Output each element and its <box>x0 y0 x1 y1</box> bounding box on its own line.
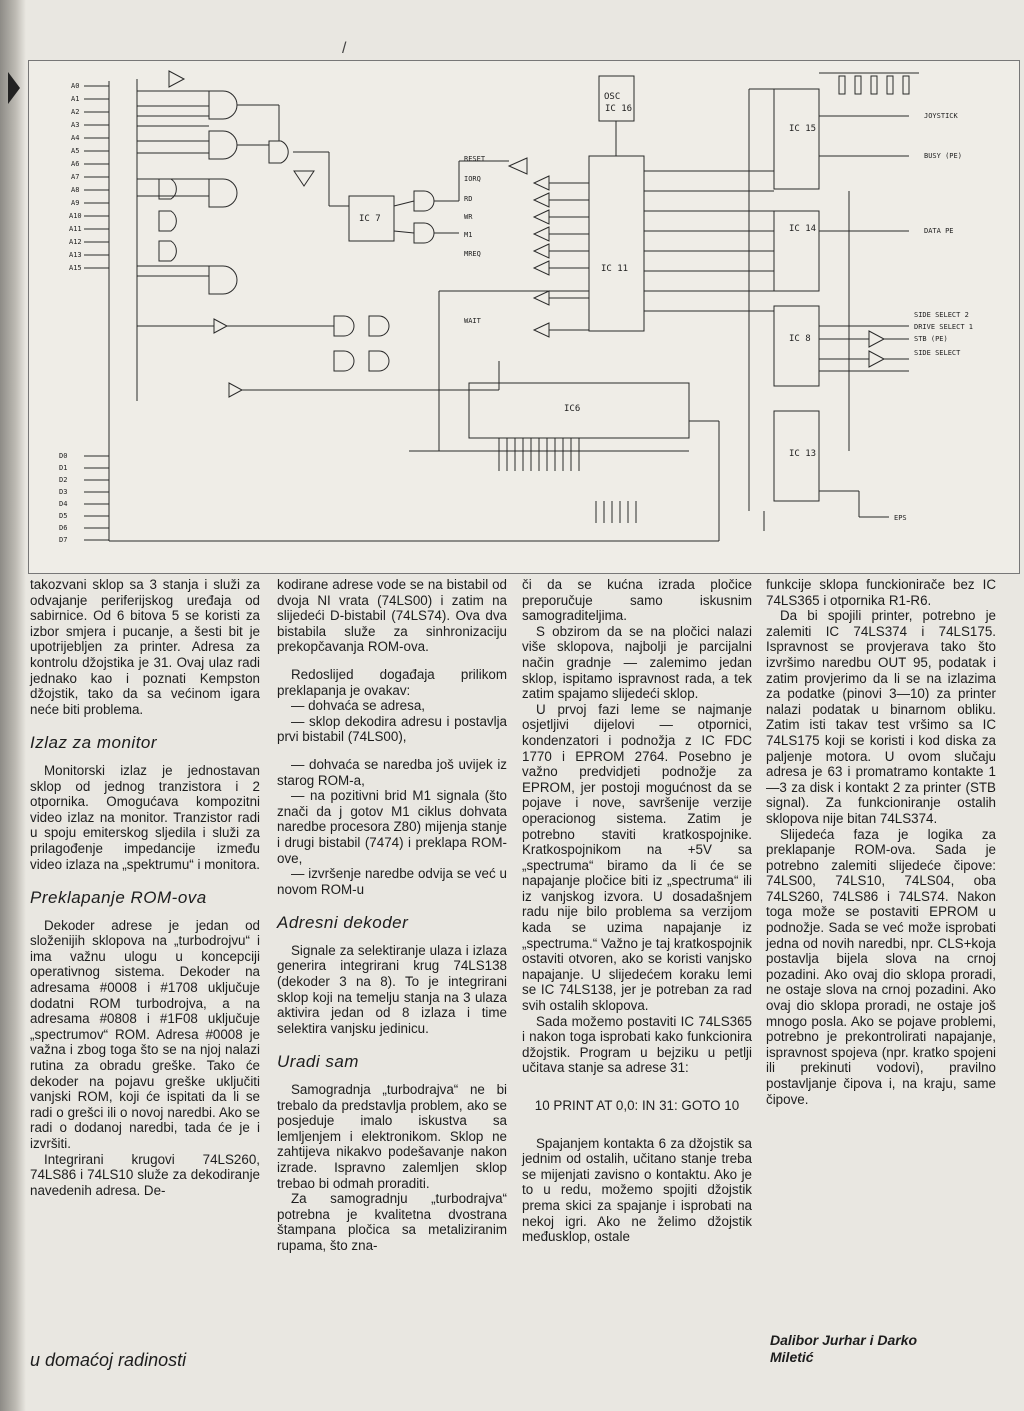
svg-text:IC 8: IC 8 <box>789 334 811 344</box>
svg-text:A0: A0 <box>71 82 80 90</box>
edge-arrow-icon <box>8 72 20 104</box>
svg-text:D2: D2 <box>59 476 68 484</box>
svg-text:STB (PE): STB (PE) <box>914 335 948 343</box>
heading-uradi-sam: Uradi sam <box>277 1052 359 1072</box>
svg-text:D1: D1 <box>59 464 68 472</box>
svg-text:IC 16: IC 16 <box>605 104 633 114</box>
heading-adresni-dekoder: Adresni dekoder <box>277 913 409 933</box>
svg-text:D4: D4 <box>59 500 68 508</box>
col3-paragraph-2: S obzirom da se na pločici nalazi više sklopova, najbolji je parcijalni način gradnje — zalemimo jedan sklop, ispitamo ispravnost rada, a tek zatim spajamo slijedeći sklop. <box>522 623 752 702</box>
ic14-box <box>774 211 819 291</box>
pencil-mark: / <box>342 40 347 57</box>
svg-text:IC 11: IC 11 <box>601 264 629 274</box>
ic8-box <box>774 306 819 386</box>
svg-text:D0: D0 <box>59 452 68 460</box>
svg-text:A12: A12 <box>69 238 82 246</box>
col1-paragraph-2: Monitorski izlaz je jednostavan sklop od jednog tranzistora i 2 otpornika. Omogućava kompozitni video izlaz na monitor. Tranzistor radi u spoju emiterskog sljedila i služi za prilagođenje impedancije između video izlaza na „spektrumu“ i monitora. <box>30 762 260 872</box>
svg-text:IC 7: IC 7 <box>359 214 381 224</box>
col2-paragraph-2: Redoslijed događaja prilikom preklapanja je ovakav: <box>277 666 507 698</box>
col3-paragraph-3: U prvoj fazi leme se najmanje osjetljivi dijelovi — otpornici, kondenzatori i podnožja z IC FDC 1770 i EPROM 2764. Posebno je važno predvidjeti podnožje za EPROM, jer postoji mogućnost da se pojave i nove, savršenije verzije operacionog sistema. Zatim je potrebno staviti kratkospojnike. Kratkospojnikom na +5V sa „spectruma“ biramo da li će se napajanje pločice biti iz „spectruma“ ili iz vanjskog izvora. U dosadašnjem radu nije bilo problema sa verzijom kada se uzima napajanje iz „spectruma.“ Važno je taj kratkospojnik ostaviti otvoren, ako se koristi vanjsko napajanje. U slijedećem koraku lemi se IC 74LS138, jer je potreban za rad svih ostalih sklopova. <box>522 701 752 1014</box>
heading-preklapanje-rom-ova: Preklapanje ROM-ova <box>30 888 207 908</box>
author-line-2: Miletić <box>770 1349 814 1365</box>
ic15-box <box>774 89 819 189</box>
text-column-4 <box>766 577 996 1107</box>
col4-paragraph-3: Slijedeća faza je logika za preklapanje ROM-ova. Sada je potrebno zalemiti slijedeće čipove: 74LS00, 74LS10, 74LS04, oba 74LS260, 74LS86 i 74LS74. Nakon toga može se postaviti EPROM u podnožje. Sada se već može isprobati jedna od novih naredbi, npr. CLS+koja postavlja bijela slova na crnoj pozadini. Ako ovaj dio sklopa proradi, ne ostaje slova na crnoj pozadini. Ako ovaj dio sklopa proradi, ne ostaje još mnogo posla. Ako se pojave problemi, potrebno je prekontrolirati napajanje, ispravnost spojeva (npr. kratko spojeni ili prekinuti vodovi), pravilno postavljanje čipova i, na kraju, same čipove. <box>766 826 996 1107</box>
col2-list-item-1: — dohvaća se adresa, <box>291 698 425 714</box>
svg-text:A11: A11 <box>69 225 82 233</box>
col2-paragraph-1: kodirane adrese vode se na bistabil od dvoja NI vrata (74LS00) i zatim na slijedeći D-bistabil (74LS74). Ova dva bistabila služe za sinhronizaciju prekopčavanja ROM-ova. <box>277 577 507 655</box>
col3-paragraph-4: Sada možemo postaviti IC 74LS365 i nakon toga isprobati kako funkcionira džojstik. Program u bejziku u petlji učitava stanje sa adrese 31: <box>522 1013 752 1076</box>
svg-text:RD: RD <box>464 195 473 203</box>
col2-list-item-4: — na pozitivni brid M1 signala (što znači da j gotov M1 ciklus dohvata naredbe procesora Z80) mijenja stanje i drugi bistabil (7474) i preklapa ROM-ove, <box>277 788 507 866</box>
svg-text:IC6: IC6 <box>564 404 581 414</box>
svg-text:A6: A6 <box>71 160 80 168</box>
svg-text:WAIT: WAIT <box>464 317 481 325</box>
svg-text:IC 15: IC 15 <box>789 124 817 134</box>
svg-text:A9: A9 <box>71 199 80 207</box>
svg-text:A13: A13 <box>69 251 82 259</box>
col2-list-item-3: — dohvaća se naredba još uvijek iz starog ROM-a, <box>277 756 507 788</box>
resistor-bank <box>819 73 919 94</box>
svg-text:A7: A7 <box>71 173 80 181</box>
col2-paragraph-4: Samogradnja „turbodrajva“ ne bi trebalo da predstavlja problem, ako se posjeduje imalo iskustva sa lemljenjem i elektronikom. Sklop ne zahtijeva nikakvo podešavanje nakon izrade. Ispravno zalemljen sklop trebao bi odmah proraditi. <box>277 1082 507 1191</box>
svg-text:SIDE SELECT: SIDE SELECT <box>914 349 961 357</box>
text-column-3 <box>522 577 752 1245</box>
col1-paragraph-3: Dekoder adrese je jedan od složenijih sklopova na „turbodrojvu“ i ima važnu ulogu u koncepciji operativnog sistema. Dekoder na adresama #0008 i #1708 uključuje dodatni ROM turbodrojva, a na adresama #0808 i #1F08 uključuje „spectrumov“ ROM. Adresa #0008 je važna i zbog toga što se na njoj nalazi rutina za obradu greške. Tako će dekoder na pojavu greške uključiti vanjski ROM, koji će ispitati da li se radi o grešci ili o novoj naredbi. Ako se radi o dodanoj naredbi, tada će je i izvršiti. <box>30 917 260 1151</box>
svg-text:A2: A2 <box>71 108 80 116</box>
schematic-drawing <box>29 61 1019 573</box>
col3-paragraph-5: Spajanjem kontakta 6 za džojstik sa jednim od ostalih, učitano stanje treba se mijenjati zavisno o kontaktu. Ako je to u redu, možemo spojiti džojstik prema skici za spajanje i isprobati na nekoj igri. Ako ne želimo džojstik međusklop, ostale <box>522 1135 752 1245</box>
svg-text:A1: A1 <box>71 95 80 103</box>
svg-text:JOYSTICK: JOYSTICK <box>924 112 958 120</box>
address-input-lines <box>84 86 109 540</box>
svg-text:A3: A3 <box>71 121 80 129</box>
svg-text:A8: A8 <box>71 186 80 194</box>
svg-text:A15: A15 <box>69 264 82 272</box>
svg-text:IORQ: IORQ <box>464 175 481 183</box>
col1-paragraph-1: takozvani sklop sa 3 stanja i služi za odvajanje periferijskog uređaja od sabirnice. Od 6 bitova 5 se koristi za izbor smjera i pucanje, a šesti bit je upotrijebljen za printer. Adresa za kontrolu džojstika je 31. Ovaj ulaz radi jednako kao i poznati Kempston džojstik, tako da sa većinom igara neće biti problema. <box>30 577 260 717</box>
svg-text:D5: D5 <box>59 512 68 520</box>
text-column-1 <box>30 577 260 1198</box>
svg-text:D6: D6 <box>59 524 68 532</box>
section-footer: u domaćoj radinosti <box>30 1350 187 1370</box>
svg-text:A10: A10 <box>69 212 82 220</box>
svg-text:WR: WR <box>464 213 473 221</box>
heading-izlaz-za-monitor: Izlaz za monitor <box>30 733 158 753</box>
buffer-gates <box>509 158 884 367</box>
svg-text:DRIVE SELECT 1: DRIVE SELECT 1 <box>914 323 974 331</box>
col2-paragraph-3: Signale za selektiranje ulaza i izlaza generira integrirani krug 74LS138 (dekoder 3 na 8). To je integrirani sklop koji na temelju stanja na 3 ulaza aktivira jedan od 8 izlaza i time selektira vanjsku jedinicu. <box>277 942 507 1036</box>
svg-text:A5: A5 <box>71 147 80 155</box>
col2-list-item-5: — izvršenje naredbe odvija se već u novom ROM-u <box>277 866 507 897</box>
ic11-box <box>589 156 644 331</box>
col4-paragraph-1: funkcije sklopa funckionirače bez IC 74LS365 i otpornika R1-R6. <box>766 577 996 608</box>
svg-text:SIDE SELECT 2: SIDE SELECT 2 <box>914 311 969 319</box>
svg-text:IC 13: IC 13 <box>789 449 817 459</box>
circuit-schematic <box>28 60 1020 574</box>
col2-paragraph-5: Za samogradnju „turbodrajva“ potrebna je kvalitetna dvostrana štampana pločica sa metaliziranim rupama, što zna- <box>277 1191 507 1253</box>
text-column-2 <box>277 577 507 1254</box>
svg-text:D3: D3 <box>59 488 68 496</box>
basic-program-line: 10 PRINT AT 0,0: IN 31: GOTO 10 <box>534 1098 740 1113</box>
page-binding-edge <box>0 0 26 1411</box>
svg-text:M1: M1 <box>464 231 473 239</box>
svg-text:DATA PE: DATA PE <box>924 227 954 235</box>
svg-text:A4: A4 <box>71 134 80 142</box>
interconnect <box>109 89 909 541</box>
col2-list-item-2: — sklop dekodira adresu i postavlja prvi bistabil (74LS00), <box>277 713 507 745</box>
col4-paragraph-2: Da bi spojili printer, potrebno je zalemiti IC 74LS374 i 74LS175. Ispravnost se provjerava tako što izvršimo naredbu OUT 95, podatak i zatim provjerimo da li se na izlazima za podatke (pinovi 3—10) za printer nalazi podatak u binarnom obliku. Zatim isti takav test vršimo sa IC 74LS175 koji se koristi i kod diska za paljenje motora. U ovom slučaju adresa je 63 i promatramo kontakte 1—3 za disk i kontakt 2 za printer (STB signal). Za funkcioniranje ostalih sklopova nije bitan 74LS374. <box>766 608 996 826</box>
gate-bus <box>137 91 209 326</box>
svg-text:OSC: OSC <box>604 92 621 102</box>
logic-gates <box>159 71 434 397</box>
author-byline <box>770 1332 1002 1366</box>
svg-text:D7: D7 <box>59 536 68 544</box>
svg-text:MREQ: MREQ <box>464 250 481 258</box>
svg-text:EPS: EPS <box>894 514 907 522</box>
author-line-1: Dalibor Jurhar i Darko <box>770 1332 918 1348</box>
col1-paragraph-4: Integrirani krugovi 74LS260, 74LS86 i 74LS10 služe za dekodiranje navedenih adresa. De- <box>30 1151 260 1198</box>
col3-paragraph-1: či da se kućna izrada pločice preporučuje samo iskusnim samograditeljima. <box>522 577 752 624</box>
svg-text:BUSY (PE): BUSY (PE) <box>924 152 962 160</box>
svg-text:RESET: RESET <box>464 155 486 163</box>
svg-text:IC 14: IC 14 <box>789 224 817 234</box>
